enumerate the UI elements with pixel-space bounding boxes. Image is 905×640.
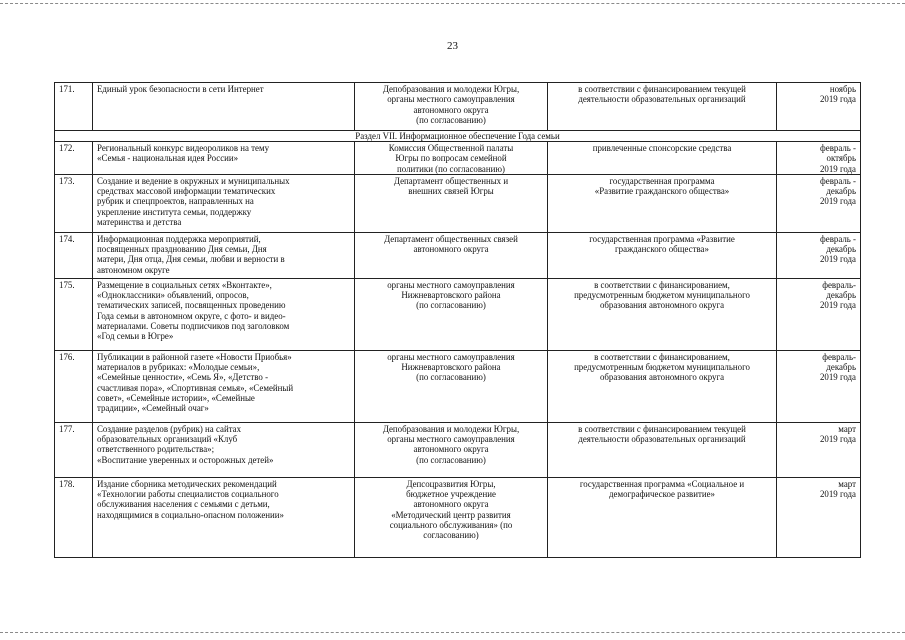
funding-cell-line: государственная программа «Развитие — [589, 233, 735, 244]
responsible-cell-line: бюджетное учреждение — [406, 489, 496, 500]
event-cell-line: образовательных организаций «Клуб — [97, 434, 238, 445]
event-cell-line: Информационная поддержка мероприятий, — [97, 233, 261, 244]
responsible-cell-line: (по согласованию) — [416, 114, 486, 125]
period-cell-line: февраль- — [822, 279, 856, 290]
period-cell — [777, 174, 861, 232]
row-number: 178. — [55, 477, 93, 557]
page-number: 23 — [447, 40, 458, 52]
event-cell-line: счастливая пора», «Спортивная семья», «Семейный — [97, 382, 294, 393]
table-row — [55, 278, 861, 350]
funding-cell-line: демографическое развитие» — [609, 489, 715, 500]
funding-cell-line: «Развитие гражданского общества» — [594, 186, 730, 197]
event-cell — [93, 174, 355, 232]
event-cell — [93, 422, 355, 477]
responsible-cell-line: органы местного самоуправления — [387, 351, 515, 362]
funding-cell — [548, 232, 777, 278]
period-cell-line: 2019 года — [819, 94, 856, 105]
period-cell — [777, 422, 861, 477]
table-row — [55, 477, 861, 557]
responsible-cell — [355, 83, 548, 131]
event-cell-line: материнства и детства — [97, 217, 182, 228]
event-cell — [93, 477, 355, 557]
period-cell-line: ноябрь — [829, 84, 856, 94]
row-number: 174. — [55, 232, 93, 278]
row-number: 172. — [55, 142, 93, 175]
responsible-cell — [355, 278, 548, 350]
period-cell-line: декабрь — [826, 186, 856, 197]
funding-cell-line: деятельности образовательных организаций — [578, 94, 746, 105]
period-cell-line: февраль - — [820, 143, 856, 153]
period-cell-line: октябрь — [826, 153, 856, 164]
responsible-cell-line: «Методический центр развития — [391, 509, 511, 520]
event-cell-line: «Технологии работы специалистов социального — [97, 489, 279, 500]
event-cell-line: Создание разделов (рубрик) на сайтах — [97, 423, 242, 434]
event-cell-line: средствах массовой информации тематических — [97, 186, 276, 197]
period-cell-line: 2019 года — [819, 163, 856, 174]
period-cell-line: март — [838, 423, 856, 434]
scan-bottom-edge — [0, 632, 905, 633]
event-cell-line: традиции», «Семейный очаг» — [97, 403, 209, 414]
event-cell-line: «Воспитание уверенных и осторожных детей» — [97, 454, 274, 465]
period-cell-line: февраль- — [822, 351, 856, 362]
section-title: Раздел VII. Информационное обеспечение Года семьи — [55, 131, 861, 142]
table-row — [55, 174, 861, 232]
responsible-cell-line: Департамент общественных связей — [384, 233, 518, 244]
row-number: 171. — [55, 83, 93, 131]
responsible-cell-line: органы местного самоуправления — [387, 279, 515, 290]
row-number: 175. — [55, 278, 93, 350]
funding-cell-line: в соответствии с финансированием, — [594, 279, 730, 290]
event-cell — [93, 232, 355, 278]
responsible-cell-line: социального обслуживания» (по — [389, 520, 513, 531]
responsible-cell — [355, 142, 548, 175]
period-cell-line: февраль - — [820, 175, 856, 186]
period-cell-line: декабрь — [826, 362, 856, 373]
responsible-cell — [355, 477, 548, 557]
responsible-cell-line: Нижневартовского района — [401, 290, 501, 301]
funding-cell-line: государственная программа — [609, 175, 715, 186]
event-cell-line: Года семьи в автономном округе, с фото- и видео- — [97, 310, 286, 321]
event-cell-line: ответственного родительства»; — [97, 444, 215, 455]
responsible-cell-line: (по согласованию) — [416, 300, 486, 311]
section-header-row — [55, 131, 861, 142]
row-number: 177. — [55, 422, 93, 477]
event-cell-line: совет», «Семейные истории», «Семейные — [97, 393, 255, 404]
responsible-cell-line: (по согласованию) — [416, 454, 486, 465]
event-cell-line: обслуживания населения с семьями с детьми, — [97, 499, 270, 510]
event-cell-line: тематических записей, посвященных проведению — [97, 300, 286, 311]
period-cell — [777, 278, 861, 350]
funding-cell-line: образования автономного округа — [599, 300, 725, 311]
responsible-cell-line: Комиссия Общественной палаты — [388, 143, 514, 153]
responsible-cell — [355, 350, 548, 422]
event-cell-line: «Год семьи в Югре» — [97, 331, 174, 342]
funding-cell-line: в соответствии с финансированием, — [594, 351, 730, 362]
event-cell — [93, 142, 355, 175]
funding-cell — [548, 477, 777, 557]
period-cell-line: 2019 года — [819, 372, 856, 383]
event-cell-line: Размещение в социальных сетях «Вконтакте», — [97, 279, 272, 290]
responsible-cell-line: внешних связей Югры — [408, 186, 494, 197]
period-cell — [777, 142, 861, 175]
event-cell — [93, 278, 355, 350]
period-cell-line: февраль - — [820, 233, 856, 244]
responsible-cell-line: Департамент общественных и — [393, 175, 509, 186]
event-cell-line: Издание сборника методических рекомендаций — [97, 478, 277, 489]
responsible-cell-line: органы местного самоуправления — [387, 434, 515, 445]
event-cell-line: «Одноклассники» объявлений, опросов, — [97, 290, 249, 301]
table-row — [55, 350, 861, 422]
event-cell-line: Публикации в районной газете «Новости Приобья» — [97, 351, 292, 362]
event-cell-line: укрепление института семьи, поддержку — [97, 206, 252, 217]
scan-top-edge — [0, 3, 905, 4]
responsible-cell-line: автономного округа — [413, 499, 489, 510]
event-cell-line: материалами. Советы подписчиков под заголовком — [97, 321, 290, 332]
period-cell-line: 2019 года — [819, 434, 856, 445]
event-cell-line: автономном округе — [97, 264, 170, 275]
funding-cell — [548, 83, 777, 131]
event-cell-line: материалов в рубриках: «Молодые семьи», — [97, 362, 260, 373]
period-cell-line: 2019 года — [819, 254, 856, 265]
responsible-cell — [355, 422, 548, 477]
responsible-cell-line: автономного округа — [413, 104, 489, 115]
period-cell-line: 2019 года — [819, 489, 856, 500]
responsible-cell-line: Нижневартовского района — [401, 362, 501, 373]
responsible-cell-line: согласованию) — [423, 530, 479, 541]
event-cell-line: посвященных празднованию Дня семьи, Дня — [97, 244, 267, 255]
period-cell — [777, 350, 861, 422]
responsible-cell — [355, 232, 548, 278]
event-cell — [93, 350, 355, 422]
responsible-cell-line: автономного округа — [413, 444, 489, 455]
event-cell-line: «Семейные ценности», «Семь Я», «Детство - — [97, 372, 269, 383]
event-cell-line: Единый урок безопасности в сети Интернет — [97, 84, 264, 94]
funding-cell-line: образования автономного округа — [599, 372, 725, 383]
funding-cell-line: государственная программа «Социальное и — [579, 478, 745, 489]
funding-cell — [548, 350, 777, 422]
event-cell-line: рубрик и спецпроектов, направленных на — [97, 196, 254, 207]
event-cell-line: Создание и ведение в окружных и муниципальных — [97, 175, 290, 186]
responsible-cell-line: Депобразования и молодежи Югры, — [382, 84, 520, 94]
responsible-cell-line: Югры по вопросам семейной — [395, 153, 507, 164]
row-number: 176. — [55, 350, 93, 422]
event-cell-line: «Семья - национальная идея России» — [97, 153, 239, 164]
event-cell-line: находящимися в социально-опасном положении» — [97, 509, 284, 520]
funding-cell-line: деятельности образовательных организаций — [578, 434, 746, 445]
funding-cell — [548, 422, 777, 477]
responsible-cell-line: Депсоцразвития Югры, — [406, 478, 496, 489]
funding-cell-line: привлеченные спонсорские средства — [592, 143, 732, 153]
funding-cell-line: в соответствии с финансированием текущей — [578, 84, 746, 94]
period-cell — [777, 83, 861, 131]
table-row — [55, 83, 861, 131]
responsible-cell-line: автономного округа — [413, 244, 489, 255]
table-body-pre-section — [55, 83, 861, 131]
table-row — [55, 232, 861, 278]
funding-cell — [548, 174, 777, 232]
funding-cell-line: предусмотренным бюджетом муниципального — [574, 362, 750, 373]
section-header-body — [55, 131, 861, 142]
events-table — [54, 82, 861, 558]
period-cell-line: 2019 года — [819, 196, 856, 207]
table-row — [55, 422, 861, 477]
funding-cell-line: предусмотренным бюджетом муниципального — [574, 290, 750, 301]
period-cell-line: декабрь — [826, 244, 856, 255]
funding-cell — [548, 142, 777, 175]
responsible-cell-line: органы местного самоуправления — [387, 94, 515, 105]
responsible-cell-line: (по согласованию) — [416, 372, 486, 383]
responsible-cell-line: Депобразования и молодежи Югры, — [382, 423, 520, 434]
event-cell-line: Региональный конкурс видеороликов на тему — [97, 143, 270, 153]
period-cell — [777, 477, 861, 557]
event-cell — [93, 83, 355, 131]
funding-cell-line: гражданского общества» — [615, 244, 709, 255]
responsible-cell-line: политики (по согласованию) — [397, 163, 505, 174]
period-cell-line: март — [838, 478, 856, 489]
period-cell — [777, 232, 861, 278]
period-cell-line: декабрь — [826, 290, 856, 301]
responsible-cell — [355, 174, 548, 232]
period-cell-line: 2019 года — [819, 300, 856, 311]
funding-cell — [548, 278, 777, 350]
row-number: 173. — [55, 174, 93, 232]
event-cell-line: матери, Дня отца, Дня семьи, любви и верности в — [97, 254, 285, 265]
table-body — [55, 142, 861, 558]
table-row — [55, 142, 861, 175]
funding-cell-line: в соответствии с финансированием текущей — [578, 423, 746, 434]
